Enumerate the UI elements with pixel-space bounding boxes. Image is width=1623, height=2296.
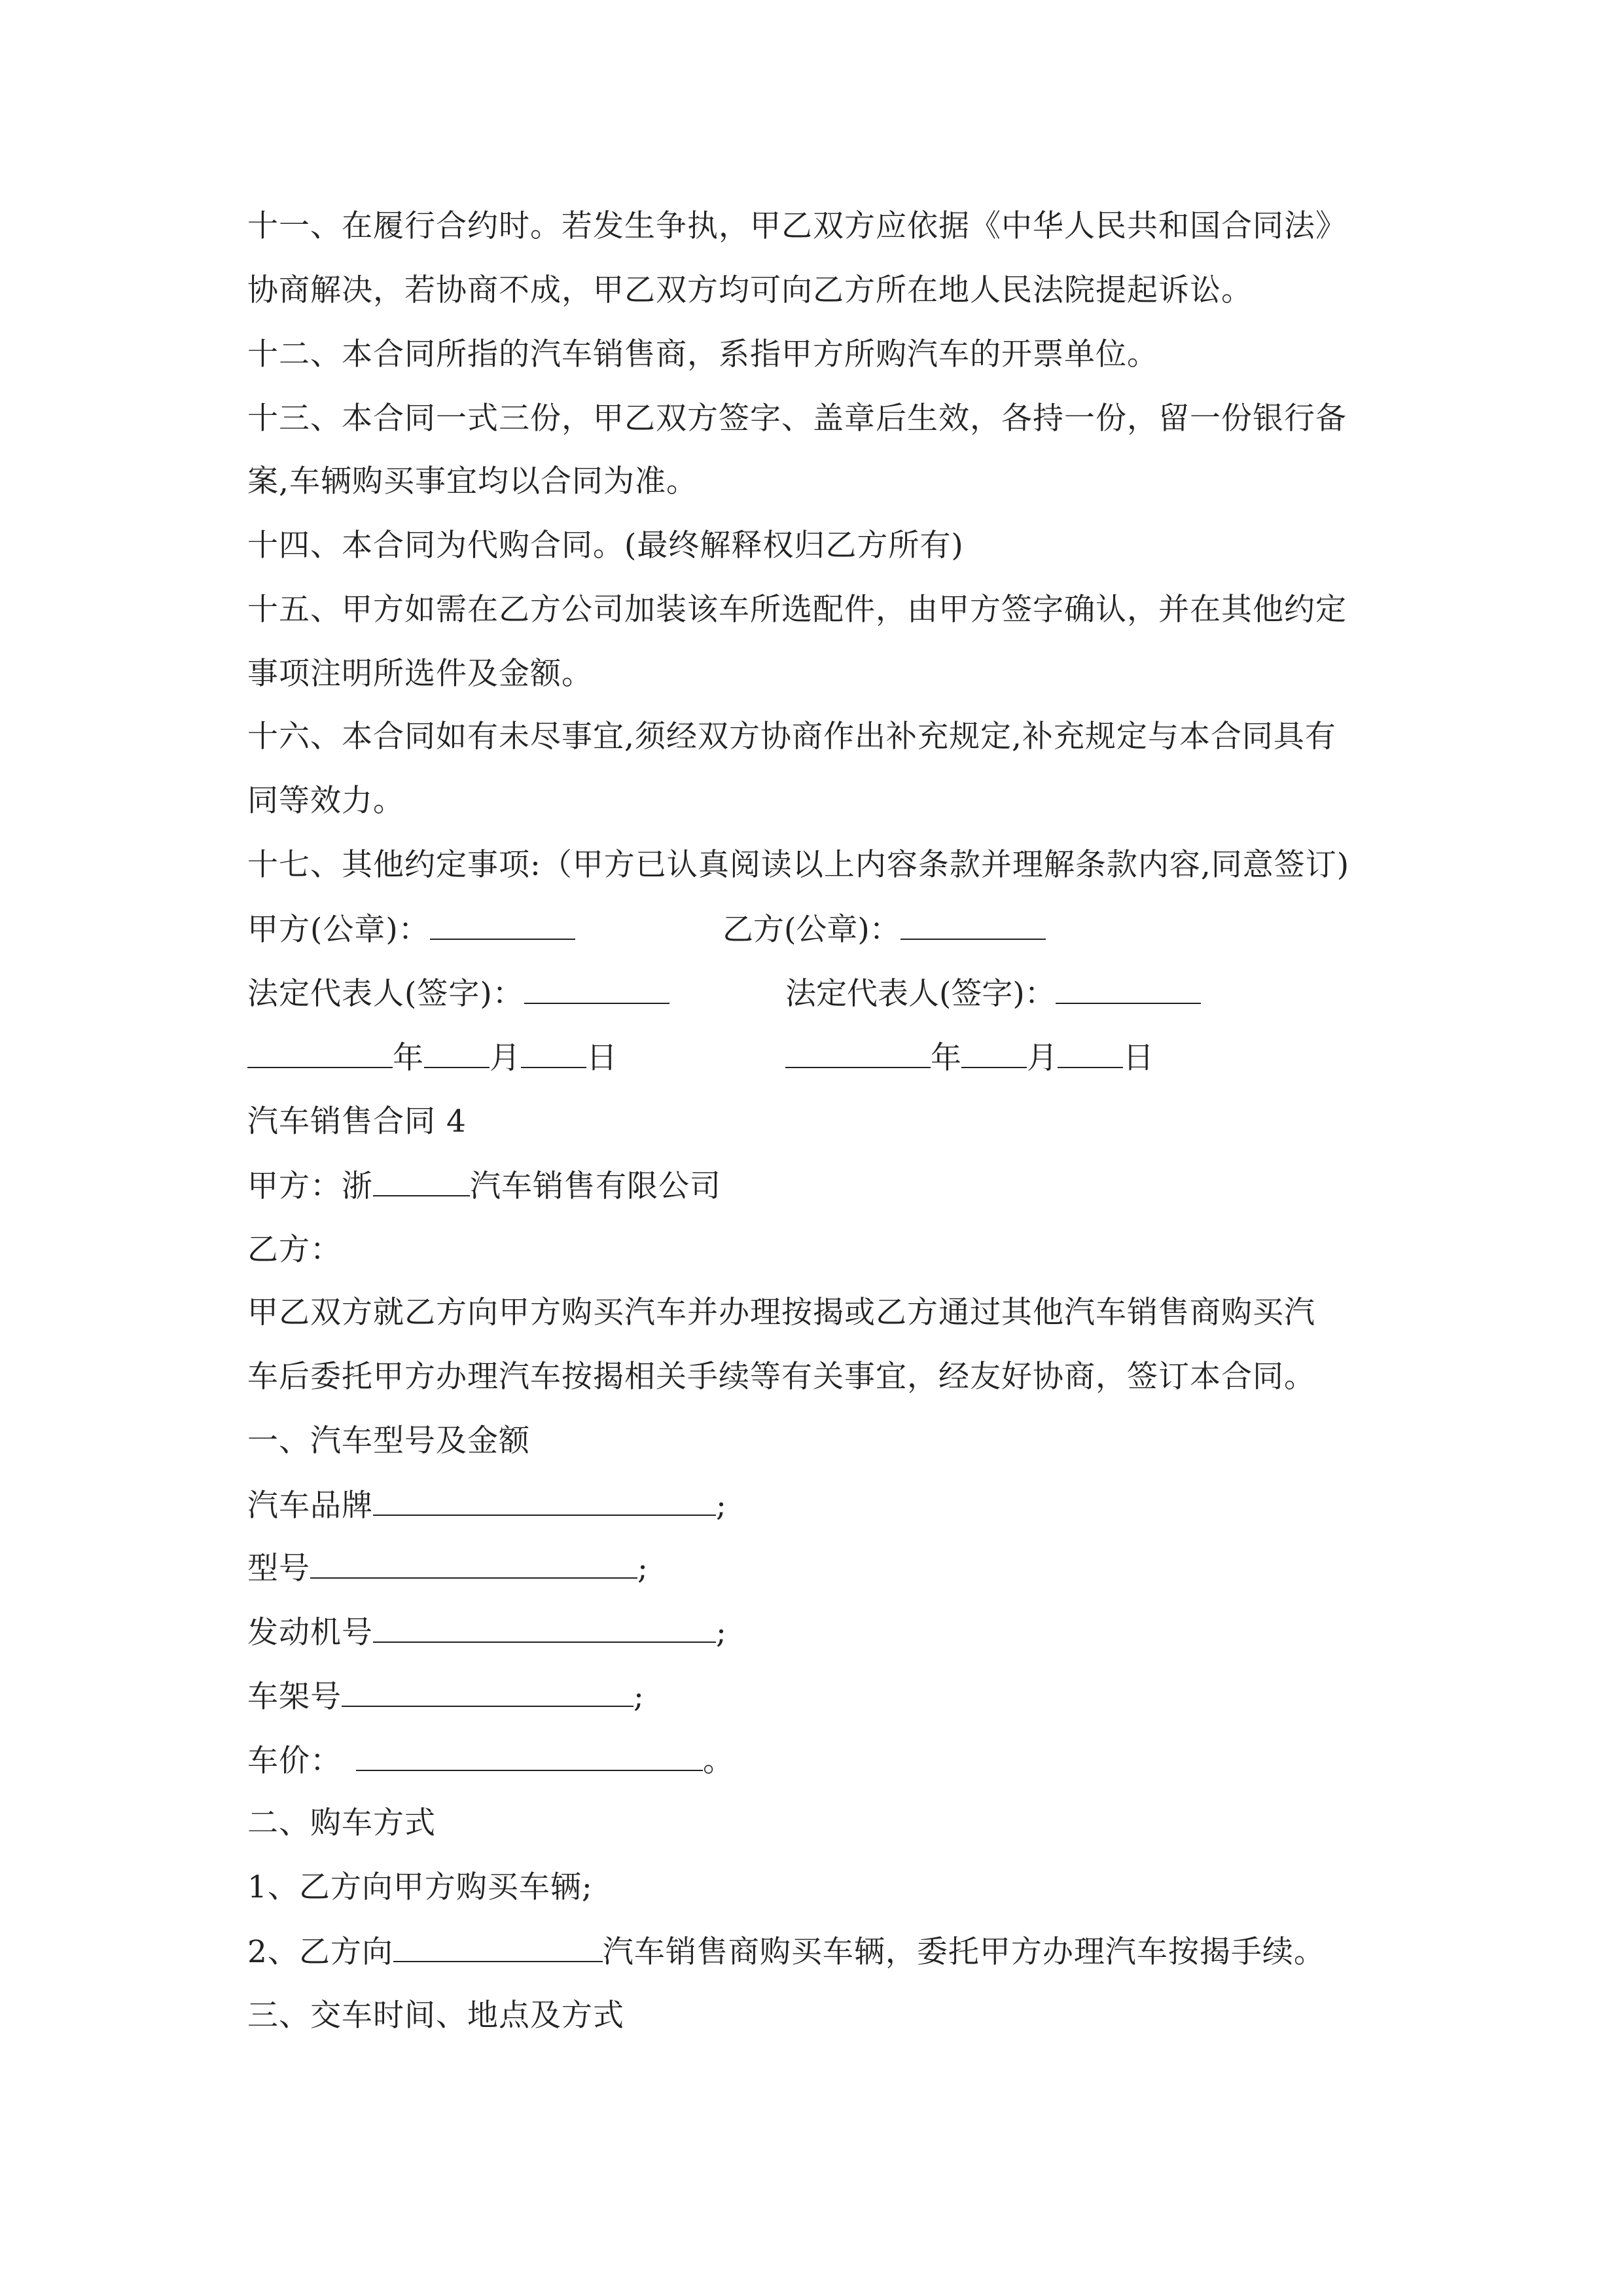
intro-line1: 甲乙双方就乙方向甲方购买汽车并办理按揭或乙方通过其他汽车销售商购买汽 <box>247 1295 1315 1331</box>
month-blank-b <box>961 1038 1027 1068</box>
month-label-a: 月 <box>490 1040 521 1076</box>
model-label: 型号 <box>247 1551 310 1587</box>
clause-17: 十七、其他约定事项:（甲方已认真阅读以上内容条款并理解条款内容,同意签订) <box>247 847 1350 883</box>
date-row-a <box>247 1038 618 1078</box>
model-blank <box>310 1549 637 1579</box>
clause-13-line2: 案,车辆购买事宜均以合同为准。 <box>247 463 698 499</box>
clause-16-line1: 十六、本合同如有未尽事宜,须经双方协商作出补充规定,补充规定与本合同具有 <box>247 719 1336 755</box>
purchase-option-2 <box>247 1932 1325 1972</box>
party-a-prefix: 甲方：浙 <box>247 1168 373 1204</box>
frame-label: 车架号 <box>247 1679 342 1715</box>
day-blank-b <box>1058 1038 1123 1068</box>
party-b-rep-blank <box>1056 974 1201 1004</box>
party-b-rep <box>785 974 1201 1014</box>
party-b-seal-blank <box>901 910 1046 940</box>
party-b-seal-label: 乙方(公章)： <box>722 912 901 948</box>
party-a-seal-blank <box>430 910 575 940</box>
party-a-line <box>247 1166 721 1206</box>
month-blank-a <box>424 1038 490 1068</box>
price-blank <box>356 1741 703 1771</box>
dealer-blank <box>393 1932 603 1962</box>
rep-row <box>247 974 669 1014</box>
frame-blank <box>342 1677 633 1707</box>
year-blank-a <box>247 1038 393 1068</box>
year-blank-b <box>785 1038 931 1068</box>
engine-blank <box>373 1613 716 1643</box>
clause-14: 十四、本合同为代购合同。(最终解释权归乙方所有) <box>247 528 964 564</box>
date-row-b <box>785 1038 1154 1078</box>
party-a-seal-label: 甲方(公章)： <box>247 912 430 948</box>
year-label-a: 年 <box>393 1040 424 1076</box>
party-a-suffix: 汽车销售有限公司 <box>470 1168 721 1204</box>
clause-13-line1: 十三、本合同一式三份，甲乙双方签字、盖章后生效，各持一份，留一份银行备 <box>247 401 1347 437</box>
day-label-a: 日 <box>586 1040 618 1076</box>
frame-line <box>247 1677 645 1717</box>
section-2-heading: 二、购车方式 <box>247 1805 436 1841</box>
day-blank-a <box>521 1038 586 1068</box>
clause-11-line2: 协商解决，若协商不成，甲乙双方均可向乙方所在地人民法院提起诉讼。 <box>247 272 1253 308</box>
clause-11-line1: 十一、在履行合约时。若发生争执，甲乙双方应依据《中华人民共和国合同法》 <box>247 208 1347 244</box>
party-b-seal <box>722 910 1046 950</box>
party-a-rep-blank <box>524 974 669 1004</box>
frame-semicolon: ; <box>633 1679 645 1715</box>
party-b-line: 乙方： <box>247 1232 342 1268</box>
clause-15-line2: 事项注明所选件及金额。 <box>247 656 593 692</box>
purchase-option-1: 1、乙方向甲方购买车辆; <box>247 1869 593 1905</box>
clause-12: 十二、本合同所指的汽车销售商，系指甲方所购汽车的开票单位。 <box>247 336 1158 372</box>
section-1-heading: 一、汽车型号及金额 <box>247 1423 530 1459</box>
day-label-b: 日 <box>1123 1040 1154 1076</box>
price-line <box>247 1741 734 1781</box>
price-period: 。 <box>703 1743 734 1779</box>
party-a-blank <box>373 1166 470 1196</box>
price-label: 车价： <box>247 1743 342 1779</box>
year-label-b: 年 <box>931 1040 961 1076</box>
engine-semicolon: ; <box>716 1615 727 1651</box>
seal-row <box>247 910 575 950</box>
model-line <box>247 1549 649 1588</box>
option-2-prefix: 2、乙方向 <box>247 1934 393 1970</box>
engine-line <box>247 1613 727 1653</box>
party-b-rep-label: 法定代表人(签字)： <box>785 976 1056 1012</box>
brand-blank <box>373 1486 716 1516</box>
brand-semicolon: ; <box>716 1488 727 1524</box>
model-semicolon: ; <box>637 1551 649 1587</box>
contract-4-title: 汽车销售合同 4 <box>247 1103 467 1139</box>
month-label-b: 月 <box>1027 1040 1058 1076</box>
brand-label: 汽车品牌 <box>247 1488 373 1524</box>
clause-15-line1: 十五、甲方如需在乙方公司加装该车所选配件，由甲方签字确认，并在其他约定 <box>247 592 1347 628</box>
engine-label: 发动机号 <box>247 1615 373 1651</box>
brand-line <box>247 1486 727 1526</box>
section-3-heading: 三、交车时间、地点及方式 <box>247 1998 624 2034</box>
option-2-suffix: 汽车销售商购买车辆，委托甲方办理汽车按揭手续。 <box>602 1934 1325 1970</box>
intro-line2: 车后委托甲方办理汽车按揭相关手续等有关事宜，经友好协商，签订本合同。 <box>247 1359 1315 1395</box>
party-a-rep-label: 法定代表人(签字)： <box>247 976 524 1012</box>
clause-16-line2: 同等效力。 <box>247 783 404 819</box>
